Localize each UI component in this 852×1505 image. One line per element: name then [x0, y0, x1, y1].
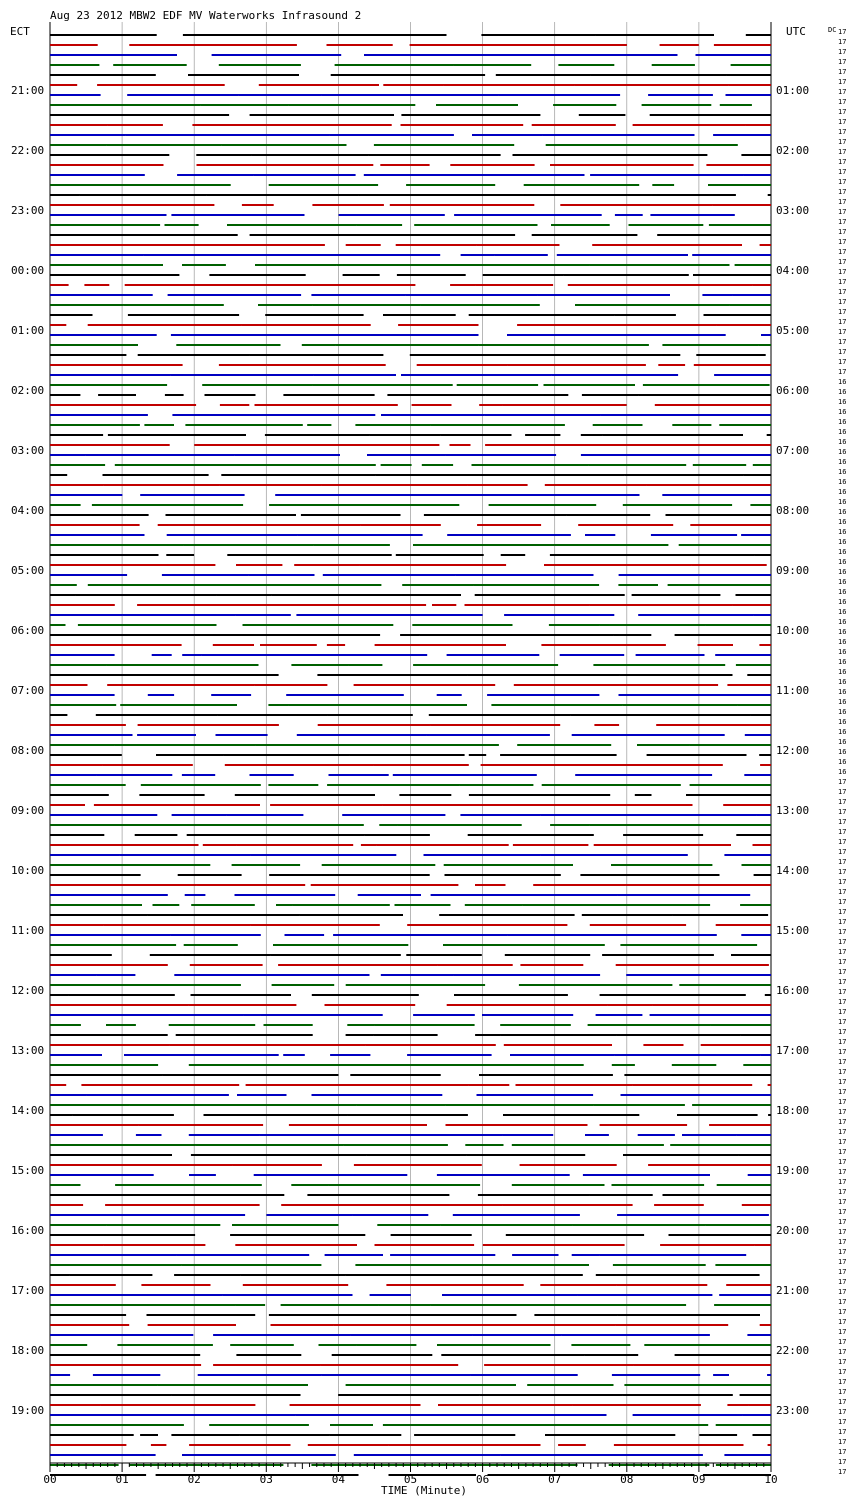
clip-value: 16 — [838, 518, 847, 526]
right-hour-label: 12:00 — [776, 744, 810, 757]
clip-value: 17 — [838, 1158, 847, 1166]
clip-value: 17 — [838, 298, 847, 306]
right-hour-label: 19:00 — [776, 1164, 810, 1177]
clip-value: 17 — [838, 978, 847, 986]
x-tick-label: 08 — [620, 1473, 634, 1486]
clip-value: 17 — [838, 1078, 847, 1086]
clip-value: 17 — [838, 1448, 847, 1456]
right-hour-label: 04:00 — [776, 264, 810, 277]
clip-value: 16 — [838, 388, 847, 396]
clip-value: 17 — [838, 1068, 847, 1076]
hour-labels — [11, 84, 809, 1417]
clip-value: 17 — [838, 308, 847, 316]
clip-value: 16 — [838, 488, 847, 496]
left-hour-label: 22:00 — [11, 144, 45, 157]
clip-value: 17 — [838, 1138, 847, 1146]
clip-value: 16 — [838, 508, 847, 516]
clip-value: 16 — [838, 698, 847, 706]
x-tick-label: 05 — [403, 1473, 418, 1486]
clip-value: 17 — [838, 88, 847, 96]
right-hour-label: 02:00 — [776, 144, 810, 157]
clip-value: 16 — [838, 538, 847, 546]
clip-value: 17 — [838, 248, 847, 256]
clip-value: 17 — [838, 798, 847, 806]
clip-value: 17 — [838, 1438, 847, 1446]
clip-value: 17 — [838, 1388, 847, 1396]
clip-value: 17 — [838, 918, 847, 926]
clip-value: 17 — [838, 988, 847, 996]
clip-value: 17 — [838, 328, 847, 336]
clip-value: 17 — [838, 868, 847, 876]
clip-value: 17 — [838, 1278, 847, 1286]
right-hour-label: 06:00 — [776, 384, 810, 397]
clip-value: 17 — [838, 1148, 847, 1156]
left-hour-label: 16:00 — [11, 1224, 45, 1237]
x-tick-label: 04 — [331, 1473, 346, 1486]
clip-value: 17 — [838, 938, 847, 946]
clip-value: 16 — [838, 418, 847, 426]
clip-value: 17 — [838, 348, 847, 356]
clip-value: 17 — [838, 1238, 847, 1246]
clip-value: 17 — [838, 928, 847, 936]
right-hour-label: 13:00 — [776, 804, 810, 817]
clip-value: 17 — [838, 898, 847, 906]
clip-value: 17 — [838, 1108, 847, 1116]
right-hour-label: 03:00 — [776, 204, 810, 217]
clip-value: 17 — [838, 318, 847, 326]
clip-value: 16 — [838, 738, 847, 746]
clip-value: 16 — [838, 688, 847, 696]
clip-value: 17 — [838, 48, 847, 56]
clip-value: 17 — [838, 1048, 847, 1056]
right-hour-label: 21:00 — [776, 1284, 810, 1297]
clip-value: 17 — [838, 198, 847, 206]
clip-value: 17 — [838, 278, 847, 286]
clip-value: 17 — [838, 1178, 847, 1186]
clip-value: 17 — [838, 1418, 847, 1426]
clip-value: 16 — [838, 588, 847, 596]
clip-value: 17 — [838, 358, 847, 366]
right-hour-label: 20:00 — [776, 1224, 810, 1237]
left-hour-label: 23:00 — [11, 204, 45, 217]
clip-value: 17 — [838, 38, 847, 46]
x-tick-label: 01 — [115, 1473, 129, 1486]
clip-value: 16 — [838, 528, 847, 536]
clip-value: 17 — [838, 1338, 847, 1346]
clip-value: 17 — [838, 178, 847, 186]
clip-value: 17 — [838, 78, 847, 86]
right-hour-label: 10:00 — [776, 624, 810, 637]
clip-value: 17 — [838, 368, 847, 376]
left-hour-label: 07:00 — [11, 684, 45, 697]
left-hour-label: 17:00 — [11, 1284, 45, 1297]
left-hour-label: 08:00 — [11, 744, 45, 757]
clip-value: 17 — [838, 878, 847, 886]
right-hour-label: 17:00 — [776, 1044, 810, 1057]
left-hour-label: 04:00 — [11, 504, 45, 517]
x-tick-label: 06 — [475, 1473, 490, 1486]
clip-value: 17 — [838, 1248, 847, 1256]
right-hour-label: 07:00 — [776, 444, 810, 457]
left-hour-label: 10:00 — [11, 864, 45, 877]
clip-value: 17 — [838, 1008, 847, 1016]
clip-value: 17 — [838, 1318, 847, 1326]
clip-value: 17 — [838, 778, 847, 786]
clip-value: 17 — [838, 188, 847, 196]
x-tick-label: 09 — [692, 1473, 706, 1486]
clip-value: 16 — [838, 548, 847, 556]
clip-value: 16 — [838, 438, 847, 446]
clip-value: 17 — [838, 68, 847, 76]
left-hour-label: 13:00 — [11, 1044, 45, 1057]
clip-value: 17 — [838, 1058, 847, 1066]
clip-value: 17 — [838, 1398, 847, 1406]
left-hour-label: 21:00 — [11, 84, 45, 97]
left-hour-label: 03:00 — [11, 444, 45, 457]
clip-value: 17 — [838, 1288, 847, 1296]
clip-value: 17 — [838, 338, 847, 346]
right-hour-label: 08:00 — [776, 504, 810, 517]
clip-value: 17 — [838, 888, 847, 896]
clip-value: 17 — [838, 168, 847, 176]
left-hour-label: 15:00 — [11, 1164, 45, 1177]
clip-value: 16 — [838, 618, 847, 626]
clip-value: 17 — [838, 238, 847, 246]
clip-value: 17 — [838, 1018, 847, 1026]
x-tick-label: 00 — [43, 1473, 57, 1486]
left-hour-label: 14:00 — [11, 1104, 45, 1117]
left-hour-label: 00:00 — [11, 264, 45, 277]
clip-value: 17 — [838, 808, 847, 816]
clip-value: 16 — [838, 558, 847, 566]
clip-value: 17 — [838, 1198, 847, 1206]
clip-value: 16 — [838, 768, 847, 776]
clip-value: 16 — [838, 668, 847, 676]
clip-value: 17 — [838, 1128, 847, 1136]
x-tick-label: 10 — [764, 1473, 778, 1486]
right-hour-label: 15:00 — [776, 924, 810, 937]
clip-value: 16 — [838, 458, 847, 466]
clip-value: 17 — [838, 1168, 847, 1176]
clip-value: 16 — [838, 578, 847, 586]
clip-value: 17 — [838, 1268, 847, 1276]
clip-value: 17 — [838, 788, 847, 796]
clip-value: 17 — [838, 1188, 847, 1196]
right-hour-label: 05:00 — [776, 324, 810, 337]
clip-value: 16 — [838, 428, 847, 436]
clip-value: 17 — [838, 1458, 847, 1466]
left-hour-label: 12:00 — [11, 984, 45, 997]
clip-value: 16 — [838, 708, 847, 716]
clip-value: 17 — [838, 138, 847, 146]
clip-value: 17 — [838, 858, 847, 866]
left-hour-label: 09:00 — [11, 804, 45, 817]
clip-value: 16 — [838, 658, 847, 666]
clip-value: 17 — [838, 1298, 847, 1306]
clip-value: 17 — [838, 1228, 847, 1236]
clip-value: 17 — [838, 968, 847, 976]
clip-value: 17 — [838, 958, 847, 966]
chart-title: Aug 23 2012 MBW2 EDF MV Waterworks Infrasound 2 — [50, 9, 362, 22]
left-hour-label: 01:00 — [11, 324, 45, 337]
clip-value: 16 — [838, 378, 847, 386]
clip-value: 17 — [838, 828, 847, 836]
clip-value: 17 — [838, 128, 847, 136]
clip-value: 17 — [838, 218, 847, 226]
clip-value: 16 — [838, 608, 847, 616]
clip-value: 16 — [838, 748, 847, 756]
clip-value: 16 — [838, 568, 847, 576]
x-tick-label: 07 — [548, 1473, 562, 1486]
clip-value: 16 — [838, 408, 847, 416]
right-hour-label: 09:00 — [776, 564, 810, 577]
clip-value: 17 — [838, 1208, 847, 1216]
left-hour-label: 11:00 — [11, 924, 45, 937]
clip-values-column — [838, 28, 846, 1476]
left-hour-label: 18:00 — [11, 1344, 45, 1357]
clip-value: 16 — [838, 758, 847, 766]
clip-value: 17 — [838, 98, 847, 106]
clip-value: 17 — [838, 288, 847, 296]
clip-value: 17 — [838, 118, 847, 126]
clip-value: 17 — [838, 258, 847, 266]
clip-value: 17 — [838, 1028, 847, 1036]
clip-value: 17 — [838, 1348, 847, 1356]
clip-value: 17 — [838, 1038, 847, 1046]
minute-gridlines — [50, 22, 771, 1463]
clip-value: 16 — [838, 468, 847, 476]
clip-value: 17 — [838, 1368, 847, 1376]
clip-value: 17 — [838, 948, 847, 956]
clip-value: 17 — [838, 1378, 847, 1386]
right-hour-label: 01:00 — [776, 84, 810, 97]
clip-value: 17 — [838, 58, 847, 66]
clip-value: 16 — [838, 598, 847, 606]
clip-value: 17 — [838, 1328, 847, 1336]
right-axis-label: UTC — [786, 25, 806, 38]
clip-value: 17 — [838, 208, 847, 216]
x-tick-label: 02 — [187, 1473, 201, 1486]
left-hour-label: 19:00 — [11, 1404, 45, 1417]
left-hour-label: 06:00 — [11, 624, 45, 637]
right-hour-label: 14:00 — [776, 864, 810, 877]
clip-value: 17 — [838, 228, 847, 236]
clip-value: 17 — [838, 1118, 847, 1126]
right-hour-label: 23:00 — [776, 1404, 810, 1417]
clip-value: 17 — [838, 1218, 847, 1226]
clip-value: 16 — [838, 628, 847, 636]
clip-value: 16 — [838, 498, 847, 506]
clip-value: 17 — [838, 1098, 847, 1106]
left-axis-label: ECT — [10, 25, 30, 38]
clip-value: 17 — [838, 1408, 847, 1416]
clip-value: 17 — [838, 838, 847, 846]
clip-value: 16 — [838, 728, 847, 736]
right-hour-label: 18:00 — [776, 1104, 810, 1117]
left-hour-label: 05:00 — [11, 564, 45, 577]
clip-value: 17 — [838, 268, 847, 276]
clip-value: 16 — [838, 398, 847, 406]
left-hour-label: 02:00 — [11, 384, 45, 397]
clip-value: 17 — [838, 998, 847, 1006]
x-tick-label: 03 — [259, 1473, 273, 1486]
clip-value: 17 — [838, 1358, 847, 1366]
clip-value: 16 — [838, 678, 847, 686]
clip-value: 16 — [838, 718, 847, 726]
clip-value: 17 — [838, 108, 847, 116]
clip-value: 17 — [838, 848, 847, 856]
clip-value: 17 — [838, 1428, 847, 1436]
clip-value: 17 — [838, 1308, 847, 1316]
clip-value: 16 — [838, 448, 847, 456]
clip-value: 16 — [838, 638, 847, 646]
clip-value: 17 — [838, 908, 847, 916]
clip-value: 16 — [838, 478, 847, 486]
clip-value: 17 — [838, 148, 847, 156]
clip-value: 16 — [838, 648, 847, 656]
clip-value: 17 — [838, 1088, 847, 1096]
clip-corner-label: DC — [828, 26, 837, 34]
clip-value: 17 — [838, 1468, 847, 1476]
clip-value: 17 — [838, 158, 847, 166]
clip-value: 17 — [838, 1258, 847, 1266]
clip-value: 17 — [838, 28, 847, 36]
x-axis-label: TIME (Minute) — [380, 1484, 468, 1497]
clip-value: 17 — [838, 818, 847, 826]
right-hour-label: 16:00 — [776, 984, 810, 997]
right-hour-label: 11:00 — [776, 684, 810, 697]
right-hour-label: 22:00 — [776, 1344, 810, 1357]
